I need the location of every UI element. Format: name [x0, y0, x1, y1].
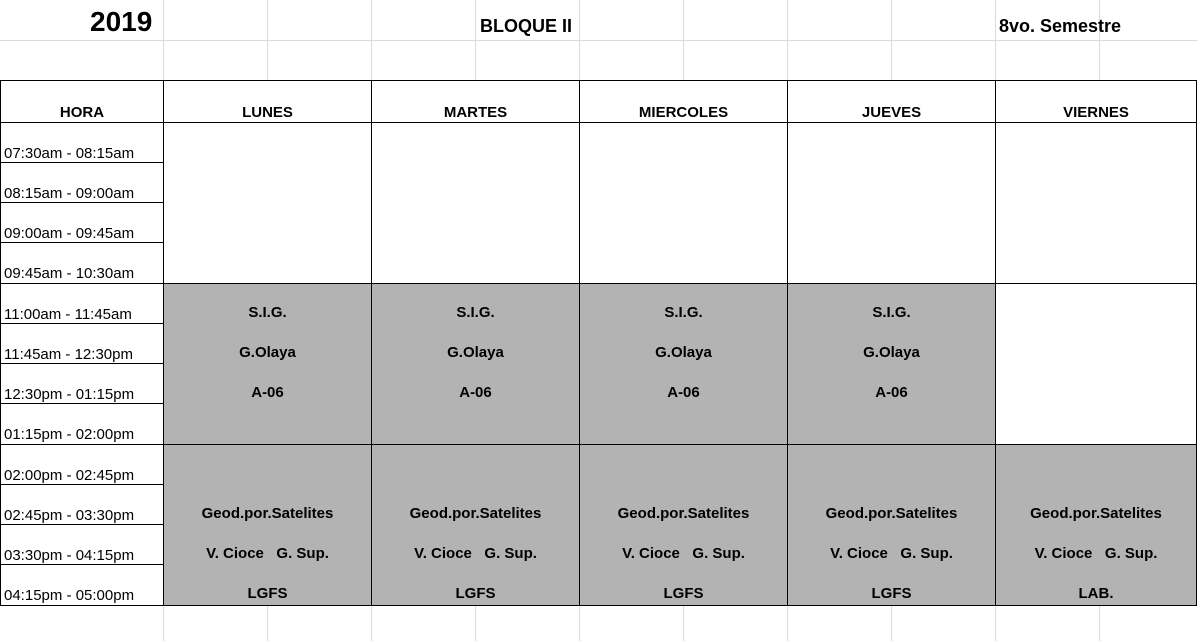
room-name: LAB. — [1078, 585, 1114, 602]
hour-label: 12:30pm - 01:15pm — [4, 386, 135, 403]
hour-label: 03:30pm - 04:15pm — [4, 547, 135, 564]
teacher-name: V. Cioce G. Sup. — [414, 545, 537, 562]
hour-cell — [1, 324, 164, 364]
course-name: Geod.por.Satelites — [201, 505, 334, 522]
hour-label: 02:00pm - 02:45pm — [4, 467, 135, 484]
teacher-name: G.Olaya — [239, 344, 296, 361]
slot-viernes-morning — [996, 123, 1197, 284]
hour-label: 01:15pm - 02:00pm — [4, 426, 135, 443]
column-header-hora: HORA — [1, 81, 164, 123]
room-name: LGFS — [663, 585, 704, 602]
hour-label: 08:15am - 09:00am — [4, 185, 135, 202]
class-martes-geod — [372, 445, 580, 606]
teacher-name: V. Cioce G. Sup. — [206, 545, 329, 562]
class-martes-sig — [372, 284, 580, 445]
room-name: LGFS — [871, 585, 912, 602]
class-lunes-geod — [164, 445, 372, 606]
course-name: Geod.por.Satelites — [409, 505, 542, 522]
class-viernes-geod — [996, 445, 1197, 606]
class-jueves-sig — [788, 284, 996, 445]
column-header-lunes: LUNES — [164, 81, 372, 123]
hour-label: 09:00am - 09:45am — [4, 225, 135, 242]
slot-lunes-morning — [164, 123, 372, 284]
hour-label: 02:45pm - 03:30pm — [4, 507, 135, 524]
course-name: S.I.G. — [456, 304, 495, 321]
hour-cell — [1, 364, 164, 404]
room-name: LGFS — [455, 585, 496, 602]
column-header-jueves: JUEVES — [788, 81, 996, 123]
class-miercoles-geod — [580, 445, 788, 606]
teacher-name: V. Cioce G. Sup. — [1034, 545, 1158, 562]
hour-cell — [1, 525, 164, 565]
course-name: Geod.por.Satelites — [825, 505, 958, 522]
hour-cell — [1, 284, 164, 325]
room-name: A-06 — [251, 384, 284, 401]
slot-miercoles-morning — [580, 123, 788, 284]
column-header-miercoles: MIERCOLES — [580, 81, 788, 123]
schedule-table — [0, 80, 1197, 606]
course-name: Geod.por.Satelites — [1030, 505, 1162, 522]
semestre-title: 8vo. Semestre — [999, 16, 1122, 36]
course-name: S.I.G. — [664, 304, 703, 321]
hour-cell — [1, 404, 164, 445]
bloque-title: BLOQUE II — [480, 16, 573, 36]
hour-cell — [1, 123, 164, 164]
slot-viernes-midday — [996, 284, 1197, 445]
class-jueves-geod — [788, 445, 996, 606]
hour-cell — [1, 163, 164, 203]
hour-cell — [1, 565, 164, 606]
year-title: 2019 — [90, 6, 153, 37]
teacher-name: V. Cioce G. Sup. — [622, 545, 745, 562]
column-header-viernes: VIERNES — [996, 81, 1197, 123]
hour-label: 09:45am - 10:30am — [4, 265, 135, 282]
hour-label: 07:30am - 08:15am — [4, 145, 135, 162]
slot-jueves-morning — [788, 123, 996, 284]
room-name: A-06 — [667, 384, 700, 401]
course-name: S.I.G. — [248, 304, 287, 321]
class-lunes-sig — [164, 284, 372, 445]
hour-cell — [1, 445, 164, 486]
teacher-name: V. Cioce G. Sup. — [830, 545, 953, 562]
hour-label: 11:00am - 11:45am — [4, 306, 132, 323]
hour-label: 11:45am - 12:30pm — [4, 346, 133, 363]
room-name: LGFS — [247, 585, 288, 602]
slot-martes-morning — [372, 123, 580, 284]
class-miercoles-sig — [580, 284, 788, 445]
hour-cell — [1, 243, 164, 284]
room-name: A-06 — [459, 384, 492, 401]
teacher-name: G.Olaya — [655, 344, 712, 361]
hour-label: 04:15pm - 05:00pm — [4, 587, 135, 604]
hour-cell — [1, 203, 164, 243]
course-name: S.I.G. — [872, 304, 911, 321]
header-row — [1, 81, 1197, 123]
teacher-name: G.Olaya — [863, 344, 920, 361]
teacher-name: G.Olaya — [447, 344, 504, 361]
hour-cell — [1, 485, 164, 525]
course-name: Geod.por.Satelites — [617, 505, 750, 522]
column-header-martes: MARTES — [372, 81, 580, 123]
room-name: A-06 — [875, 384, 908, 401]
